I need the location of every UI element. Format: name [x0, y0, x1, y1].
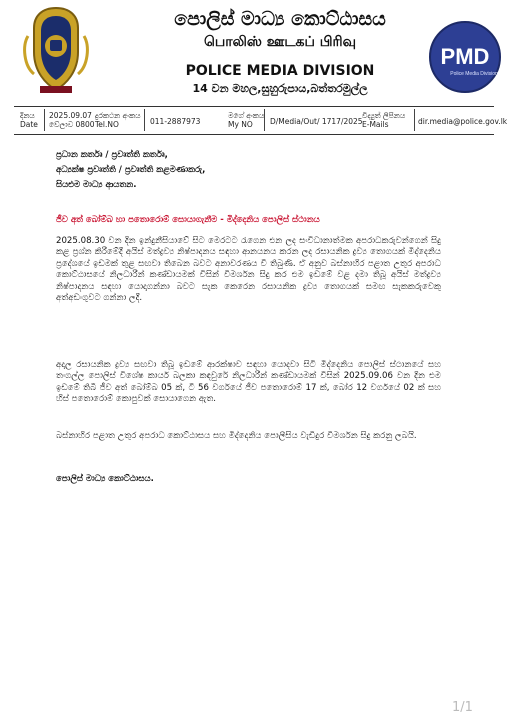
email-label: විද්‍යුත් ලිපිනය E-Mails [362, 111, 406, 129]
recipients-block [56, 148, 205, 193]
page-indicator: 1/1 [452, 700, 473, 715]
time-value: 0800 [75, 120, 95, 129]
address: 14 වන මහල,සුහුරුපාය,බත්තරමුල්ල [192, 82, 368, 95]
title-sinhala: පොලිස් මාධ්‍ය කොට්ඨාසය [174, 8, 386, 30]
divider [414, 109, 415, 131]
date-value: 2025.09.07 [49, 111, 92, 120]
recipient-line: අධ්‍යක්ෂ ප්‍රවෘත්ති / ප්‍රවෘත්ති කළමණාකරු, [56, 165, 206, 175]
pmd-logo-text: PMD [440, 44, 490, 69]
signature: පොලිස් මාධ්‍ය කොට්ඨාසය. [56, 474, 154, 484]
title-tamil: பொலிஸ் ஊடகப் பிரிவு [203, 34, 357, 50]
title-english: POLICE MEDIA DIVISION [185, 63, 375, 79]
divider [144, 109, 145, 131]
pmd-logo-icon [428, 20, 502, 94]
body-paragraph-2: අදාල රසායනික ද්‍රව්‍ය සඟවා තිබූ ඉඩමේ ආරක්ෂාව සඳහා යොදවා සිටි මිද්දෙනිය පොලිස් ස්ථානයේ සහ තංගල්ල පොලිස් විශේෂ කාර්ය බලකා කඳවුරේ නිලධාරීන් කණ්ඩායමක් විසින් 2025.09.06 වන දින එම ඉඩමේ තිබී ජීව අත් බෝම්බ 05 ක්, ටී 56 වර්ගයේ ජීව පතොරොම් 17 ක්, බෝර 12 වර්ගයේ 02 ක් සහ හිස් පතොරොම් කොපුවක් සොයාගෙන ඇත. [56, 360, 441, 405]
police-seal-icon [20, 6, 92, 96]
divider [264, 109, 265, 131]
divider [44, 109, 45, 131]
time-label: වේලාව [49, 120, 74, 129]
recipient-line: ප්‍රධාන කර්තෘ / ප්‍රවෘත්ති කර්තෘ, [56, 150, 168, 160]
tel-value: 011-2887973 [150, 117, 201, 126]
my-no-label: මගේ අංකය My NO [228, 111, 265, 129]
body-paragraph-3: බස්නාහිර පළාත උතුර අපරාධ කොට්ඨාසය සහ මිද්දෙනිය පොලීසිය වැඩිදුර විමර්ශන සිදු කරනු ලබයි. [56, 431, 417, 441]
date-time-block [49, 111, 95, 129]
meta-top-rule [14, 106, 494, 107]
recipient-line: සියළුම මාධ්‍ය ආයතන. [56, 180, 137, 190]
tel-label: දුරකථන අංකය Tel.NO [95, 111, 141, 129]
pmd-logo-subtext: Police Media Division [450, 71, 498, 77]
email-value[interactable]: dir.media@police.gov.lk [418, 117, 508, 126]
date-label: දිනය Date [20, 111, 38, 129]
meta-bottom-rule [14, 134, 494, 135]
subject-line: ජීව අත් බෝම්බ හා පතොරොම් සොයාගැනීම - මිද්දෙනිය පොලිස් ස්ථානය [56, 215, 320, 225]
body-paragraph-1: 2025.08.30 වන දින ඉන්දුනීසියාවේ සිට මෙරටට රැගෙන එන ලද සංවිධානාත්මක අපරාධකරුවන්ගෙන් සිදු කළ ප්‍රශ්න කිරීමේදී අයිස් මත්ද්‍රව්‍ය නිෂ්පාදනය සඳහා ආනයනය කරන ලද රසායනික ද්‍රව්‍ය තොගයක් මිද්දෙනිය ප්‍රදේශයේ ඉඩමක් තුළ සඟවා තිබෙන බවට අනාවරණය වී තිබුණි. ඒ අනුව බස්නාහිර පළාත උතුර අපරාධ කොට්ඨාසයේ නිලධාරීන් කණ්ඩායමක් විසින් විමර්ශන සිදු කර එම ඉඩමේ වළ දමා තිබූ අයිස් මත්ද්‍රව්‍ය නිෂ්පාදනය සඳහා යොදාගන්නා බවට සැක කෙරෙන රසායනික ද්‍රව්‍ය තොගයක් සමඟ සැකකරුවෙකු අත්අඩංගුවට ගන්නා ලදී. [56, 236, 441, 304]
my-no-value: D/Media/Out/ 1717/2025 [270, 117, 363, 126]
